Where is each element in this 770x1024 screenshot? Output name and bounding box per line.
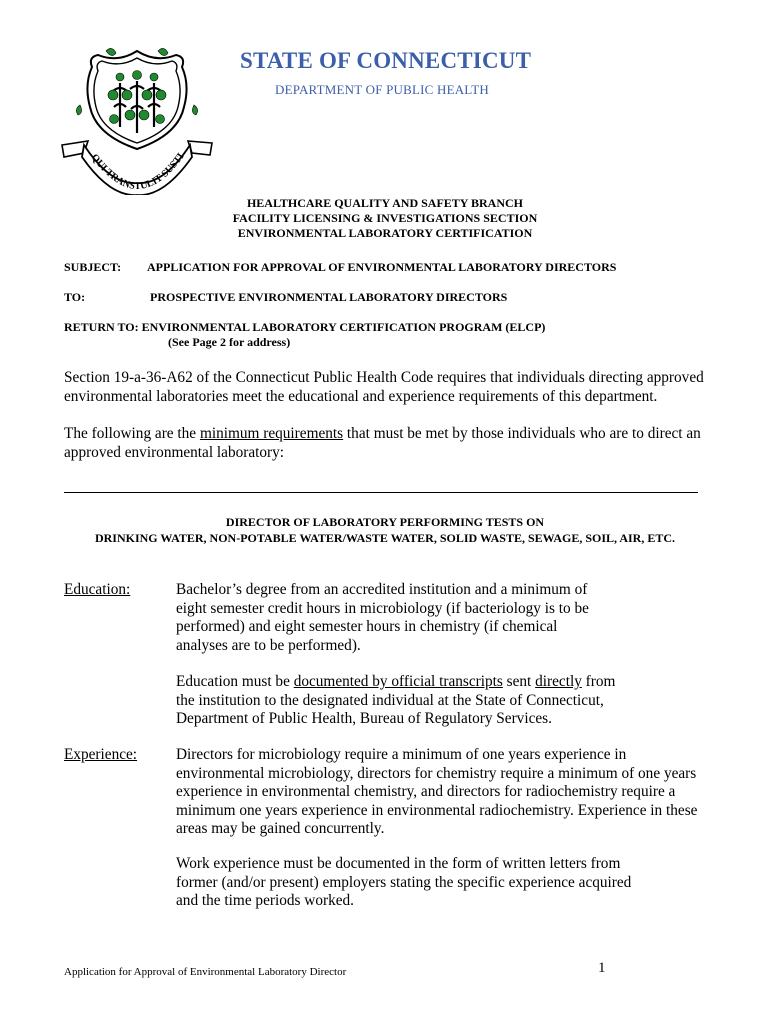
return-note: (See Page 2 for address) [168,335,291,349]
education-label: Education: [64,581,131,598]
page-title: STATE OF CONNECTICUT [240,48,532,73]
branch-line-2: FACILITY LICENSING & INVESTIGATIONS SECTION [232,211,538,225]
branch-line-3: ENVIRONMENTAL LABORATORY CERTIFICATION [237,226,533,240]
education-paragraph-1: Bachelor’s degree from an accredited institution and a minimum of eight semester credit hours in microbiology (if bacteriology is to be performed) and eight semester hours in chemistry (if chemical analyses are to be performed). [176,581,589,654]
to-label: TO: [64,290,86,304]
director-heading-line-1: DIRECTOR OF LABORATORY PERFORMING TESTS ON [225,515,545,529]
experience-label: Experience: [64,746,138,763]
section-divider [64,492,698,493]
seal-motto: QUI TRANSTULIT SUSTI [88,151,187,193]
experience-paragraph-2: Work experience must be documented in the form of written letters from former (and/or present) employers stating the specific experience acquired and the time periods worked. [176,855,632,909]
connecticut-state-seal-icon [58,45,216,195]
branch-line-1: HEALTHCARE QUALITY AND SAFETY BRANCH [246,196,524,210]
footer-title: Application for Approval of Environmental Laboratory Director [64,966,347,978]
intro-paragraph-1: Section 19-a-36-A62 of the Connecticut Public Health Code requires that individuals directing approved environmental laboratories meet the educational and experience requirements of this department. [64,369,704,405]
education-paragraph-2: Education must be documented by official transcripts sent directly from the institution to the designated individual at the State of Connecticut, Department of Public Health, Bureau of Regulatory Services. [176,673,616,727]
subject-label: SUBJECT: [64,260,122,274]
subject-value: APPLICATION FOR APPROVAL OF ENVIRONMENTAL LABORATORY DIRECTORS [147,260,617,274]
minimum-requirements-emphasis: minimum requirements [199,425,344,442]
branch-heading [0,196,770,241]
page-number: 1 [598,960,606,976]
department-name: DEPARTMENT OF PUBLIC HEALTH [275,82,489,97]
experience-paragraph-1: Directors for microbiology require a minimum of one years experience in environmental microbiology, directors for chemistry require a minimum of one years experience in environmental chemistry, and directors for radiochemistry require a minimum one years experience in environmental radiochemistry. Experience in these areas may be gained concurrently. [176,746,698,837]
to-value: PROSPECTIVE ENVIRONMENTAL LABORATORY DIRECTORS [150,290,508,304]
director-heading [0,514,770,546]
return-to-line: RETURN TO: ENVIRONMENTAL LABORATORY CERTIFICATION PROGRAM (ELCP) [64,320,546,334]
director-heading-line-2: DRINKING WATER, NON-POTABLE WATER/WASTE WATER, SOLID WASTE, SEWAGE, SOIL, AIR, ETC. [94,531,676,545]
intro-paragraph-2: The following are the minimum requirements that must be met by those individuals who are to direct an approved environmental laboratory: [64,425,701,461]
